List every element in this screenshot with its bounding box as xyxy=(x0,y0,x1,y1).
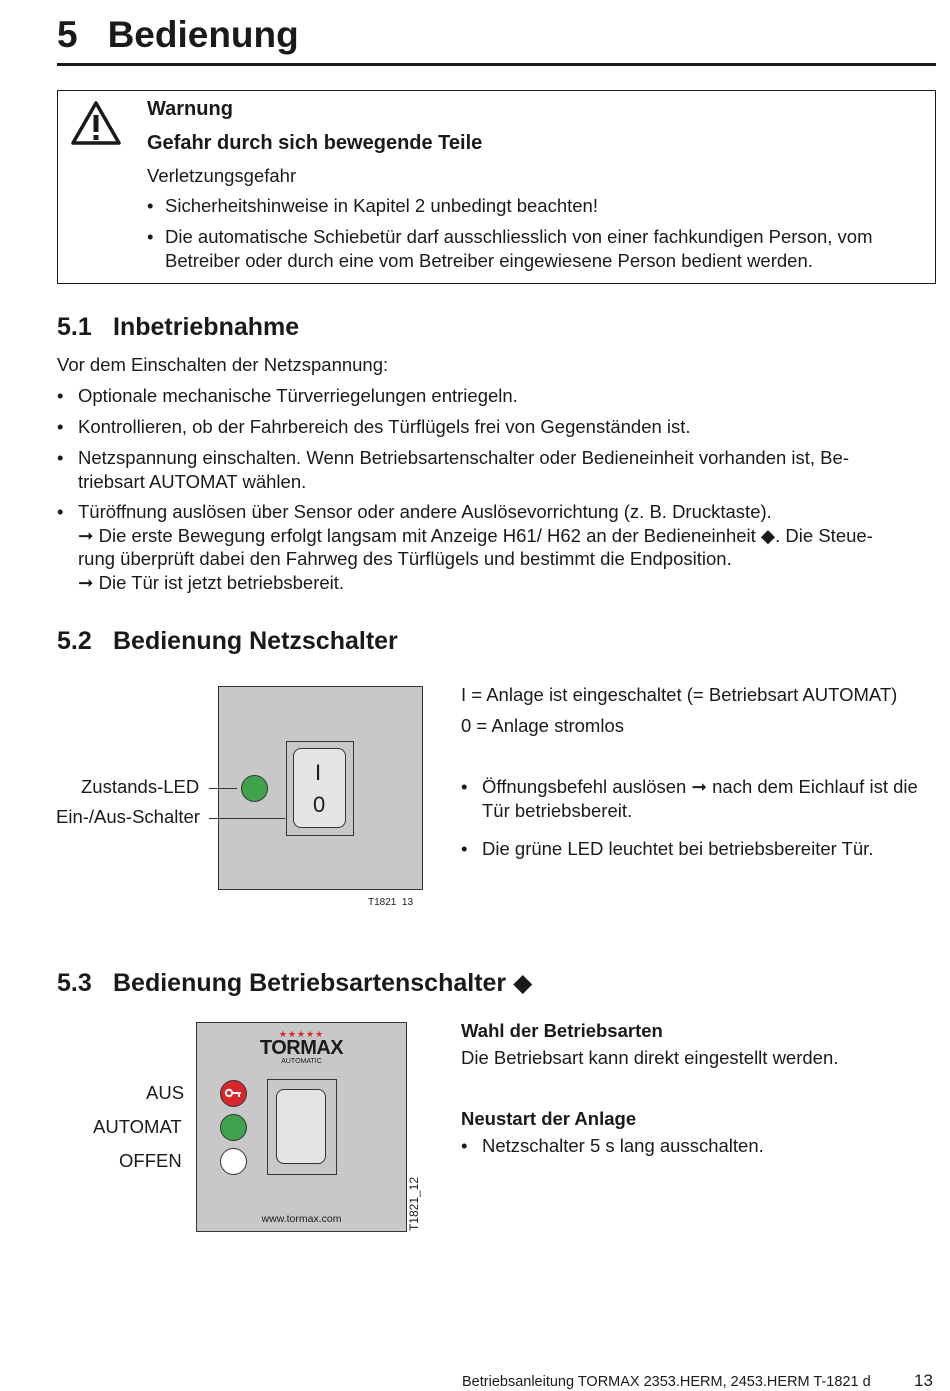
bullet-dot: • xyxy=(57,447,64,468)
list-item: Öffnungsbefehl auslösen ➞ nach dem Eichlauf ist die xyxy=(482,776,918,797)
bullet-dot: • xyxy=(461,776,468,797)
list-item: Netzspannung einschalten. Wenn Betriebsartenschalter oder Bedieneinheit vorhanden ist, Be- xyxy=(78,447,849,468)
mode-selection-text: Die Betriebsart kann direkt eingestellt werden. xyxy=(461,1047,839,1068)
list-item-cont: rung überprüft dabei den Fahrweg des Türflügels und bestimmt die Endposition. xyxy=(78,548,732,569)
section-5-2-heading xyxy=(57,627,398,656)
chapter-number: 5 xyxy=(57,14,78,55)
mode-selection-heading: Wahl der Betriebsarten xyxy=(461,1020,663,1041)
label-offen: OFFEN xyxy=(119,1150,182,1171)
section-title: Bedienung Betriebsartenschalter ◆ xyxy=(113,969,533,997)
list-item: Die grüne LED leuchtet bei betriebsbereiter Tür. xyxy=(482,838,874,859)
restart-heading: Neustart der Anlage xyxy=(461,1108,637,1129)
switch-on-text: I = Anlage ist eingeschaltet (= Betriebsart AUTOMAT) xyxy=(461,684,898,705)
section-title: Inbetriebnahme xyxy=(113,313,300,341)
mains-switch xyxy=(286,741,354,836)
label-automat: AUTOMAT xyxy=(93,1116,182,1137)
list-item-cont: ➞ Die erste Bewegung erfolgt langsam mit Anzeige H61/ H62 an der Bedieneinheit ◆. Die Steue- xyxy=(78,525,873,546)
list-item-cont: triebsart AUTOMAT wählen. xyxy=(78,471,307,492)
warning-bullet-1: Sicherheitshinweise in Kapitel 2 unbedingt beachten! xyxy=(165,195,598,216)
leader-line xyxy=(209,818,285,819)
switch-off-symbol: 0 xyxy=(313,792,326,817)
section-5-1-heading xyxy=(57,313,299,342)
list-item: Kontrollieren, ob der Fahrbereich des Türflügels frei von Gegenständen ist. xyxy=(78,416,691,437)
section-title: Bedienung Netzschalter xyxy=(113,627,398,655)
list-item-cont: Tür betriebsbereit. xyxy=(482,800,633,821)
list-item: Türöffnung auslösen über Sensor oder andere Auslösevorrichtung (z. B. Drucktaste). xyxy=(78,501,772,522)
switch-rocker xyxy=(276,1089,326,1164)
warning-bullet-2-cont: Betreiber oder durch eine vom Betreiber eingewiesene Person bedient werden. xyxy=(165,250,813,271)
bullet-dot: • xyxy=(461,1135,468,1156)
list-item: Optionale mechanische Türverriegelungen entriegeln. xyxy=(78,385,518,406)
label-on-off-switch: Ein-/Aus-Schalter xyxy=(56,806,200,827)
warning-bullet-dot: • xyxy=(147,226,154,247)
figure-code: T1821_13 xyxy=(368,897,414,906)
bullet-dot: • xyxy=(57,416,64,437)
led-aus xyxy=(220,1080,247,1107)
led-offen xyxy=(220,1148,247,1175)
leader-line xyxy=(209,788,237,789)
led-automat xyxy=(220,1114,247,1141)
label-aus: AUS xyxy=(146,1082,185,1103)
brand-url: www.tormax.com xyxy=(261,1213,342,1225)
bullet-dot: • xyxy=(461,838,468,859)
bullet-dot: • xyxy=(57,385,64,406)
bullet-dot: • xyxy=(57,501,64,522)
brand-logo: TORMAX xyxy=(259,1037,344,1059)
figure-code: T1821_12 xyxy=(407,1176,422,1232)
key-icon xyxy=(221,1081,245,1105)
list-item-cont: ➞ Die Tür ist jetzt betriebsbereit. xyxy=(78,572,345,593)
label-status-led: Zustands-LED xyxy=(81,776,200,797)
brand-stars: ★★★★★ xyxy=(278,1029,325,1039)
section-number: 5.1 xyxy=(57,313,92,341)
status-led xyxy=(241,775,268,802)
warning-bullet-2: Die automatische Schiebetür darf ausschliesslich von einer fachkundigen Person, vom xyxy=(165,226,873,247)
switch-on-symbol: I xyxy=(315,760,322,785)
footer-text: Betriebsanleitung TORMAX 2353.HERM, 2453.HERM T-1821 d xyxy=(462,1374,871,1390)
section-5-3-heading xyxy=(57,968,532,998)
chapter-name: Bedienung xyxy=(107,14,299,55)
warning-triangle-icon xyxy=(70,100,122,146)
section-5-1-intro: Vor dem Einschalten der Netzspannung: xyxy=(57,354,389,375)
section-number: 5.3 xyxy=(57,969,92,997)
warning-heading: Warnung xyxy=(147,98,233,120)
switch-off-text: 0 = Anlage stromlos xyxy=(461,715,624,736)
warning-subtitle: Verletzungsgefahr xyxy=(147,165,297,186)
list-item: Netzschalter 5 s lang ausschalten. xyxy=(482,1135,764,1156)
figure-code-clip xyxy=(366,896,426,906)
section-number: 5.2 xyxy=(57,627,92,655)
chapter-title xyxy=(57,14,299,56)
brand-sub: AUTOMATIC xyxy=(281,1058,322,1065)
warning-title: Gefahr durch sich bewegende Teile xyxy=(147,132,483,154)
chapter-rule xyxy=(57,63,936,66)
page-number: 13 xyxy=(914,1371,933,1390)
mode-switch xyxy=(267,1079,337,1175)
warning-bullet-dot: • xyxy=(147,195,154,216)
